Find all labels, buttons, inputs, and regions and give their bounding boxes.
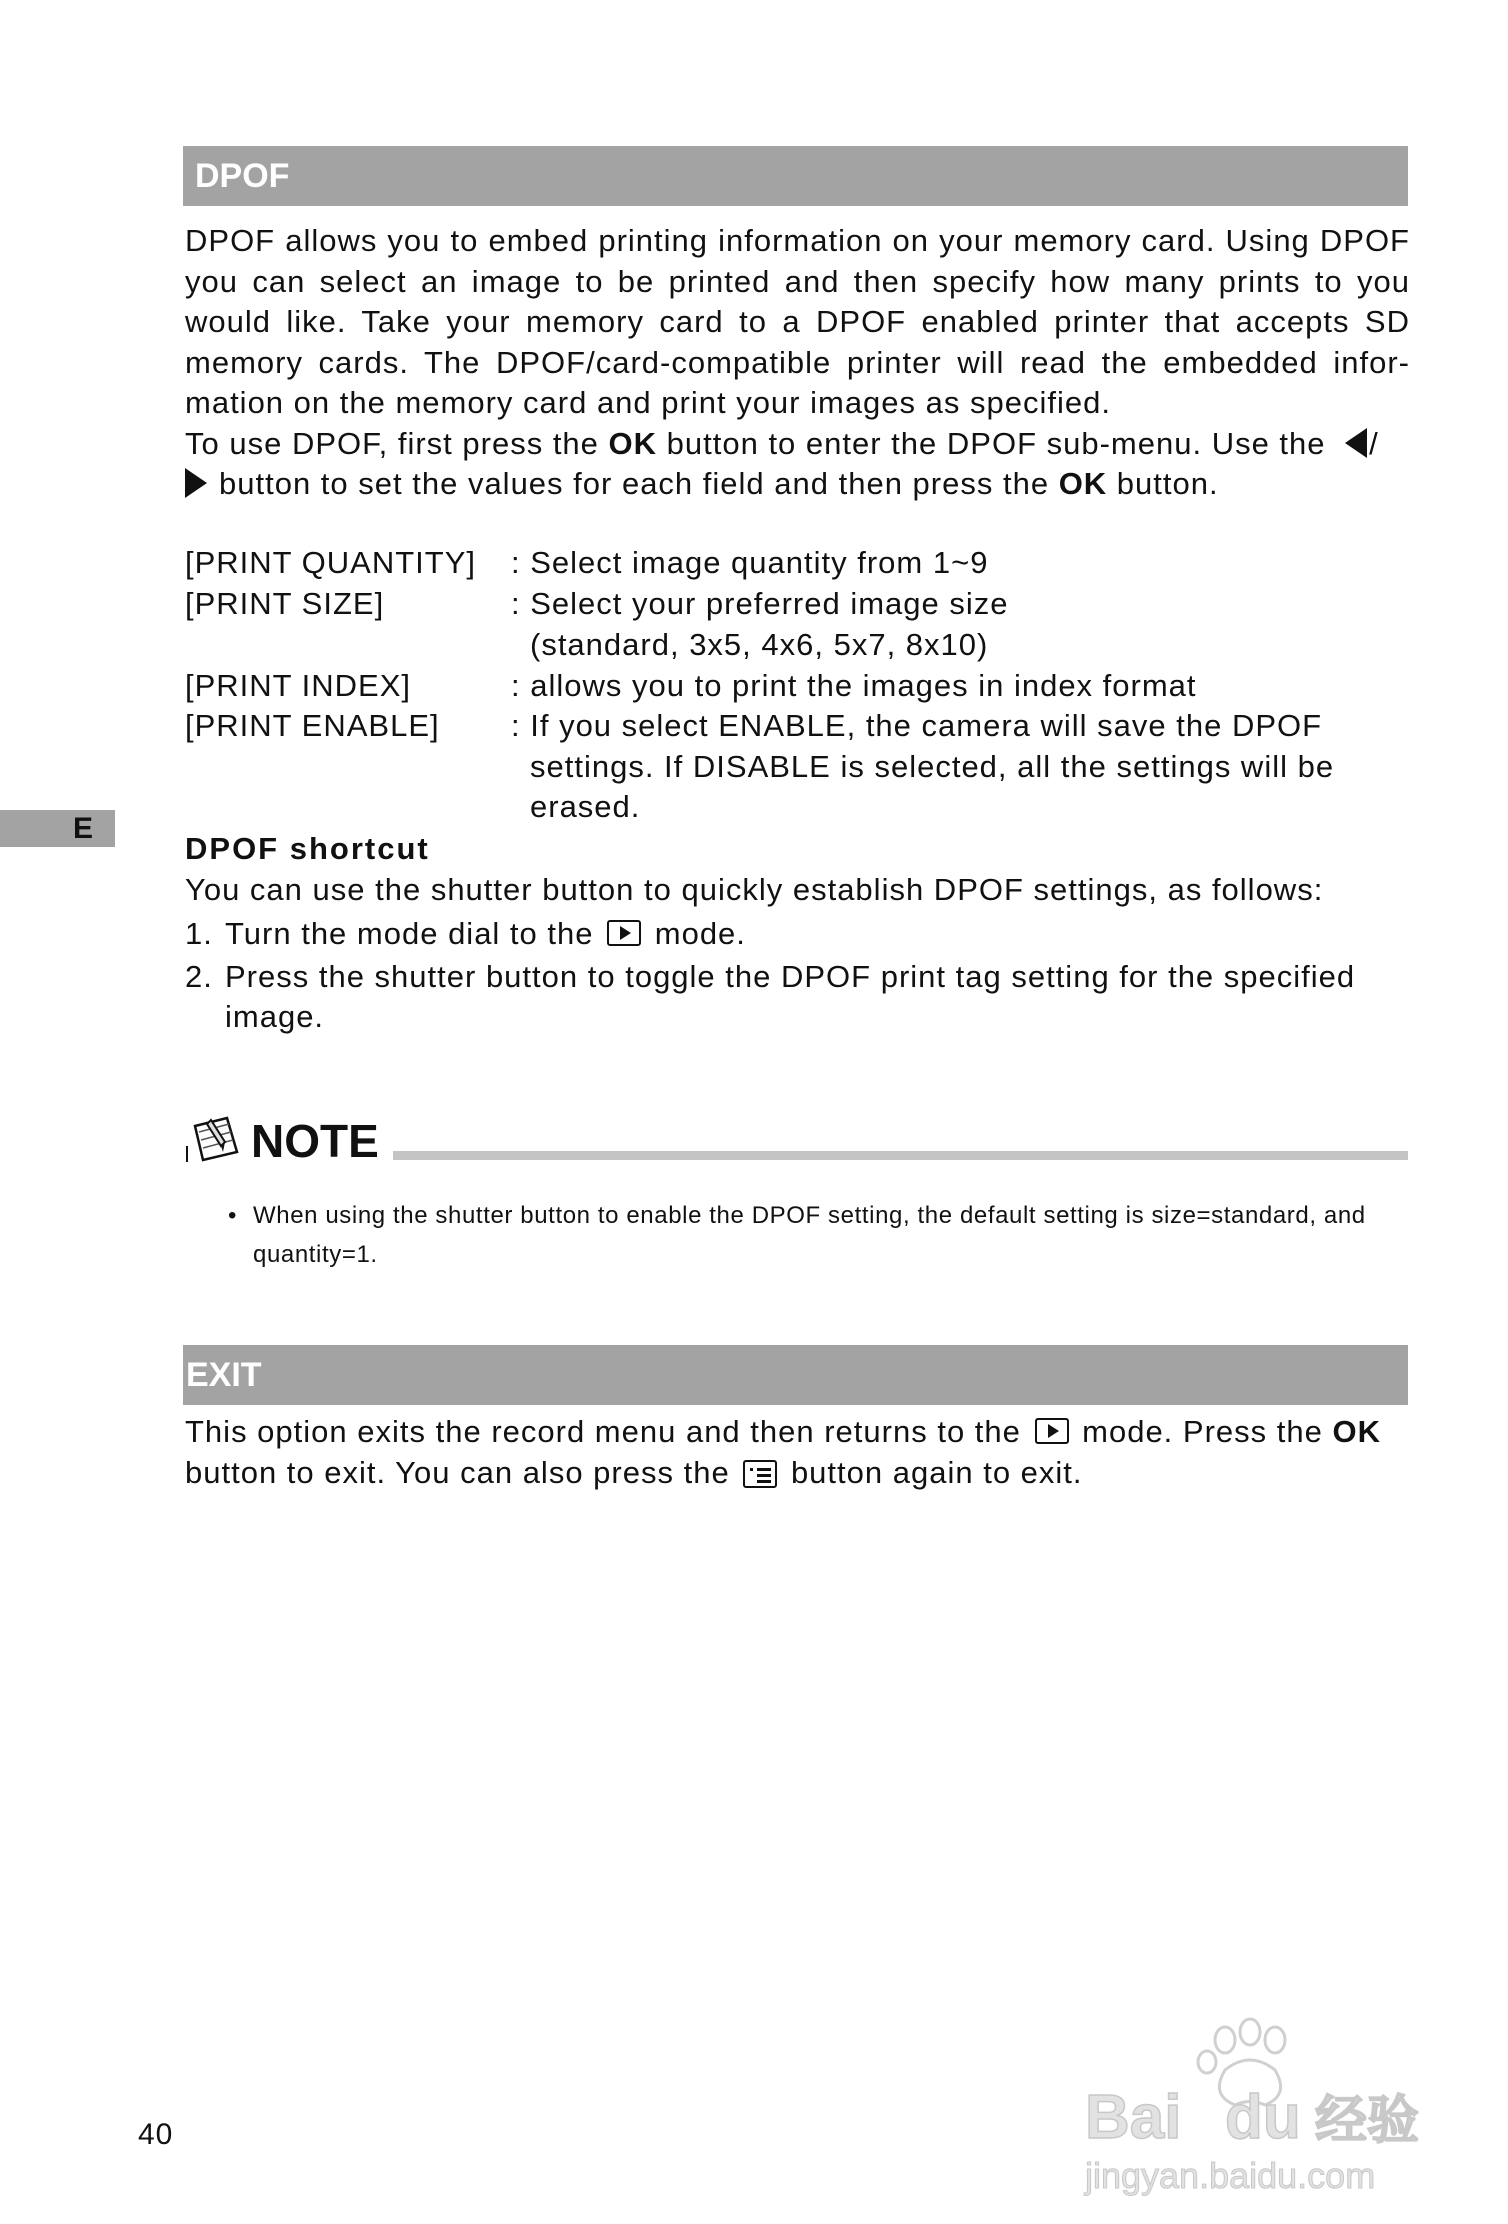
p2-text-4: button.: [1107, 466, 1219, 501]
note-body: When using the shutter button to enable the DPOF setting, the default setting is size=standard, and quantity=1.: [253, 1202, 1366, 1268]
svg-text:Bai: Bai: [1085, 2083, 1182, 2152]
play-mode-icon: [1035, 1418, 1069, 1444]
shortcut-step-2: [185, 957, 1410, 1038]
dpof-title: DPOF: [195, 157, 290, 195]
step-text: Turn the mode dial to the: [225, 916, 594, 951]
ok-label: OK: [1332, 1414, 1381, 1449]
svg-text:jingyan.baidu.com: jingyan.baidu.com: [1085, 2155, 1376, 2196]
note-text: [228, 1196, 1433, 1274]
p2-slash: /: [1369, 425, 1379, 461]
exit-title: EXIT: [186, 1356, 262, 1394]
left-arrow-icon: [1345, 428, 1367, 458]
definition-desc: : Select image quantity from 1~9: [511, 545, 989, 580]
note-divider: [393, 1151, 1408, 1160]
shortcut-intro: You can use the shutter button to quickly establish DPOF settings, as follows:: [185, 871, 1324, 907]
exit-description: [185, 1412, 1410, 1493]
note-header: [183, 1110, 1408, 1170]
note-title: NOTE: [251, 1115, 379, 1167]
step-text: Press the shutter button to toggle the DPOF print tag setting for the specified image.: [225, 958, 1356, 1034]
svg-text:经验: 经验: [1315, 2091, 1420, 2151]
p2-text-1: To use DPOF, first press the: [185, 425, 609, 461]
exit-line-1: [185, 1412, 1410, 1453]
p2-text-3: button to set the values for each field and then press the: [219, 466, 1059, 501]
dpof-section-header: [183, 146, 1408, 206]
shortcut-title: DPOF shortcut: [185, 831, 430, 866]
ok-label: OK: [608, 425, 658, 461]
exit-text-1: This option exits the record menu and then returns to the: [185, 1414, 1021, 1449]
ok-label: OK: [1058, 466, 1108, 501]
language-tab: E: [0, 810, 115, 847]
exit-line-2: [185, 1453, 1410, 1494]
definition-term: [PRINT SIZE]: [185, 586, 385, 621]
right-arrow-icon: [185, 468, 207, 498]
definition-desc: : allows you to print the images in index format: [511, 668, 1197, 703]
baidu-watermark: [1075, 2010, 1455, 2200]
step-number: 2.: [185, 958, 213, 994]
exit-text-3: button to exit. You can also press the: [185, 1454, 730, 1490]
note-bullet: •: [228, 1202, 238, 1229]
note-pencil-icon: [185, 1112, 243, 1164]
exit-text-4: button again to exit.: [790, 1454, 1083, 1490]
definition-term: [PRINT ENABLE]: [185, 708, 440, 743]
dpof-paragraph-2: [185, 424, 1410, 505]
play-mode-icon: [607, 920, 641, 946]
shortcut-step-1: [185, 914, 1410, 955]
dpof-shortcut-section: [185, 829, 1410, 1038]
definition-desc: : Select your preferred image size (standard, 3x5, 4x6, 5x7, 8x10): [511, 586, 1009, 662]
step-text: mode.: [654, 916, 746, 951]
exit-section-header: [183, 1345, 1408, 1405]
menu-button-icon: [743, 1460, 777, 1488]
p2-text-2: button to enter the DPOF sub-menu. Use the: [657, 425, 1336, 461]
svg-text:du: du: [1225, 2083, 1301, 2152]
dpof-paragraph-1: DPOF allows you to embed printing information on your memory card. Using DPOF you can select an image to be printed and then specify how many prints to you would like. Take your memory card to a DPOF enabled printer that accepts SD memory cards. The DPOF/card-compatible printer will read the embedded infor-mation on the memory card and print your images as specified.: [185, 223, 1410, 420]
page-number: 40: [138, 2118, 174, 2151]
definition-desc: : If you select ENABLE, the camera will save the DPOF settings. If DISABLE is selected, all the settings will be erased.: [511, 708, 1335, 824]
dpof-description: [185, 221, 1410, 505]
exit-text-2: mode. Press the: [1082, 1414, 1333, 1449]
definition-term: [PRINT INDEX]: [185, 668, 412, 703]
step-number: 1.: [185, 916, 213, 951]
definition-term: [PRINT QUANTITY]: [185, 545, 477, 580]
